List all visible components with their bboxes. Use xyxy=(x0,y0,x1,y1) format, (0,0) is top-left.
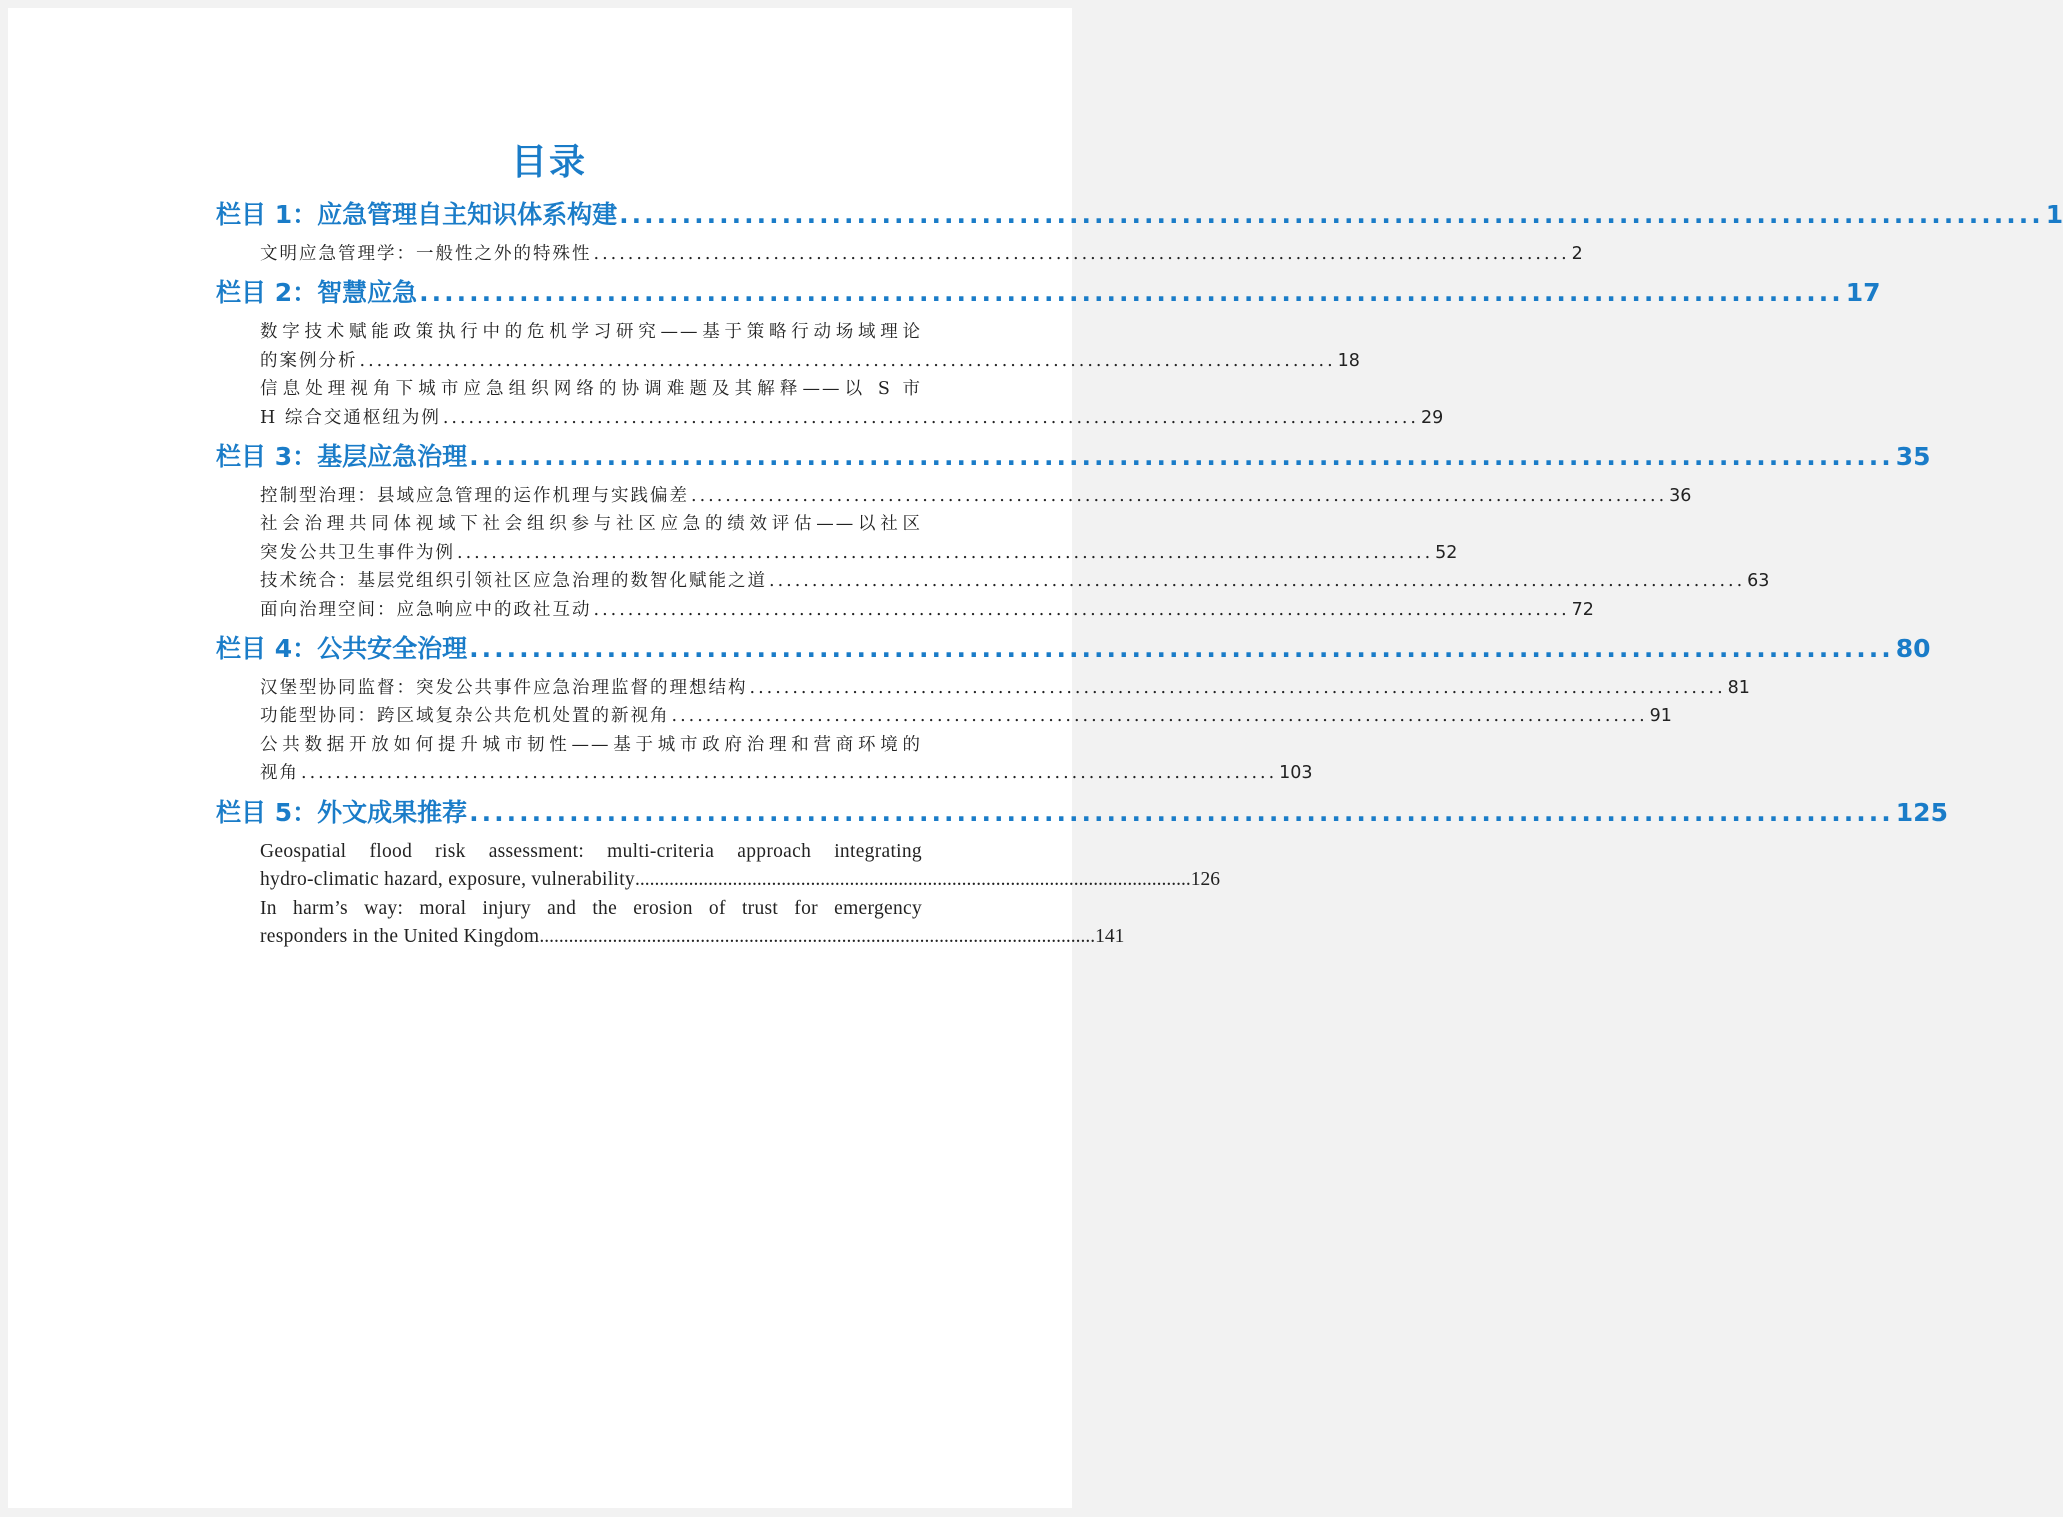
dot-leader: .................................................................................................................. xyxy=(593,599,1570,620)
entry-title-line: 功能型协同：跨区域复杂公共危机处置的新视角 xyxy=(260,706,670,727)
toc-entry[interactable] xyxy=(260,240,1583,268)
table-of-contents xyxy=(216,194,2063,955)
section-heading-text: 栏目 3：基层应急治理 xyxy=(216,442,468,472)
entry-last-line xyxy=(260,539,1458,567)
dot-leader: .................................................................................................................. xyxy=(469,442,1894,472)
entry-last-line xyxy=(260,923,1125,951)
section-heading[interactable] xyxy=(216,628,1931,670)
section-page-number: 17 xyxy=(1845,278,1881,308)
entry-title-line: 数字技术赋能政策执行中的危机学习研究——基于策略行动场域理论 xyxy=(260,322,922,343)
entry-page-number: 103 xyxy=(1279,763,1313,784)
entry-title-line: 社会治理共同体视域下社会组织参与社区应急的绩效评估——以社区 xyxy=(260,514,922,535)
toc-entry[interactable] xyxy=(260,567,1770,595)
section-page-number: 80 xyxy=(1895,634,1931,664)
dot-leader: .................................................................................................................. xyxy=(457,542,1434,563)
section-heading-text: 栏目 1：应急管理自主知识体系构建 xyxy=(216,200,618,229)
dot-leader: .................................................................................................................. xyxy=(769,571,1746,592)
entry-title-line: 文明应急管理学：一般性之外的特殊性 xyxy=(260,244,592,264)
dot-leader: .................................................................................................................. xyxy=(634,869,1191,891)
toc-section xyxy=(216,194,2063,272)
entry-last-line xyxy=(260,240,1583,268)
page-title: 目录 xyxy=(510,142,587,183)
section-heading[interactable] xyxy=(216,272,1881,314)
entry-last-line xyxy=(260,674,1750,702)
entry-title-line: 突发公共卫生事件为例 xyxy=(260,542,455,563)
section-heading[interactable] xyxy=(216,792,1948,834)
dot-leader: .................................................................................................................. xyxy=(691,486,1668,507)
section-page-number: 35 xyxy=(1895,442,1931,472)
entry-last-line xyxy=(260,596,1594,624)
entry-title-line: 控制型治理：县域应急管理的运作机理与实践偏差 xyxy=(260,486,689,507)
toc-entry[interactable] xyxy=(260,702,1672,730)
entry-title-line: In harm’s way: moral injury and the erosion of trust for emergency xyxy=(260,897,922,919)
entry-page-number: 141 xyxy=(1095,925,1125,947)
toc-section xyxy=(216,628,1931,792)
entry-list xyxy=(216,236,1583,272)
entry-last-line xyxy=(260,482,1692,510)
entry-title-line: 汉堡型协同监督：突发公共事件应急治理监督的理想结构 xyxy=(260,678,748,699)
entry-page-number: 63 xyxy=(1747,571,1770,592)
dot-leader: .................................................................................................................. xyxy=(593,244,1570,264)
toc-section xyxy=(216,436,1931,628)
entry-title-line: 的案例分析 xyxy=(260,350,358,371)
section-heading-text: 栏目 4：公共安全治理 xyxy=(216,634,468,664)
entry-title-line: H 综合交通枢纽为例 xyxy=(260,407,441,428)
dot-leader: .................................................................................................................. xyxy=(359,350,1336,371)
entry-last-line xyxy=(260,759,1313,787)
dot-leader: .................................................................................................................. xyxy=(539,925,1096,947)
toc-entry[interactable] xyxy=(260,375,1444,432)
toc-entry[interactable] xyxy=(260,895,1125,952)
entry-title-line: 技术统合：基层党组织引领社区应急治理的数智化赋能之道 xyxy=(260,571,767,592)
toc-entry[interactable] xyxy=(260,318,1360,375)
dot-leader: .................................................................................................................. xyxy=(419,278,1844,308)
section-heading[interactable] xyxy=(216,194,2063,236)
toc-entry[interactable] xyxy=(260,731,1313,788)
entry-page-number: 2 xyxy=(1571,244,1583,264)
toc-section xyxy=(216,792,1948,956)
toc-entry[interactable] xyxy=(260,674,1750,702)
entry-last-line xyxy=(260,702,1672,730)
dot-leader: .................................................................................................................. xyxy=(301,763,1278,784)
dot-leader: .................................................................................................................. xyxy=(749,678,1726,699)
entry-page-number: 18 xyxy=(1337,350,1360,371)
entry-title-line: 视角 xyxy=(260,763,299,784)
entry-page-number: 52 xyxy=(1435,542,1458,563)
toc-entry[interactable] xyxy=(260,838,1220,895)
dot-leader: .................................................................................................................. xyxy=(469,797,1894,827)
entry-page-number: 36 xyxy=(1669,486,1692,507)
entry-page-number: 126 xyxy=(1190,869,1220,891)
toc-entry[interactable] xyxy=(260,482,1692,510)
section-page-number: 1 xyxy=(2045,200,2063,229)
entry-page-number: 81 xyxy=(1727,678,1750,699)
dot-leader: .................................................................................................................. xyxy=(469,634,1894,664)
entry-page-number: 72 xyxy=(1571,599,1594,620)
toc-section xyxy=(216,272,1881,436)
entry-title-line: Geospatial flood risk assessment: multi-criteria approach integrating xyxy=(260,840,922,862)
dot-leader: .................................................................................................................. xyxy=(671,706,1648,727)
entry-title-line: responders in the United Kingdom xyxy=(260,925,540,947)
entry-title-line: 公共数据开放如何提升城市韧性——基于城市政府治理和营商环境的 xyxy=(260,734,922,755)
entry-list xyxy=(216,478,1770,628)
section-page-number: 125 xyxy=(1895,797,1948,827)
section-heading-text: 栏目 2：智慧应急 xyxy=(216,278,418,308)
entry-last-line xyxy=(260,347,1360,375)
entry-last-line xyxy=(260,866,1220,894)
entry-list xyxy=(216,834,1220,956)
entry-title-line: 面向治理空间：应急响应中的政社互动 xyxy=(260,599,592,620)
toc-entry[interactable] xyxy=(260,596,1594,624)
entry-page-number: 29 xyxy=(1420,407,1444,428)
entry-last-line xyxy=(260,404,1444,432)
dot-leader: .................................................................................................................. xyxy=(442,407,1419,428)
entry-page-number: 91 xyxy=(1649,706,1672,727)
section-heading-text: 栏目 5：外文成果推荐 xyxy=(216,797,468,827)
entry-last-line xyxy=(260,567,1770,595)
entry-title-line: hydro-climatic hazard, exposure, vulnerability xyxy=(260,869,635,891)
document-page xyxy=(8,8,2063,1508)
entry-list xyxy=(216,314,1444,436)
entry-list xyxy=(216,670,1750,792)
dot-leader: .................................................................................................................. xyxy=(619,200,2044,229)
toc-entry[interactable] xyxy=(260,510,1458,567)
entry-title-line: 信息处理视角下城市应急组织网络的协调难题及其解释——以 S 市 xyxy=(260,379,922,400)
section-heading[interactable] xyxy=(216,436,1931,478)
